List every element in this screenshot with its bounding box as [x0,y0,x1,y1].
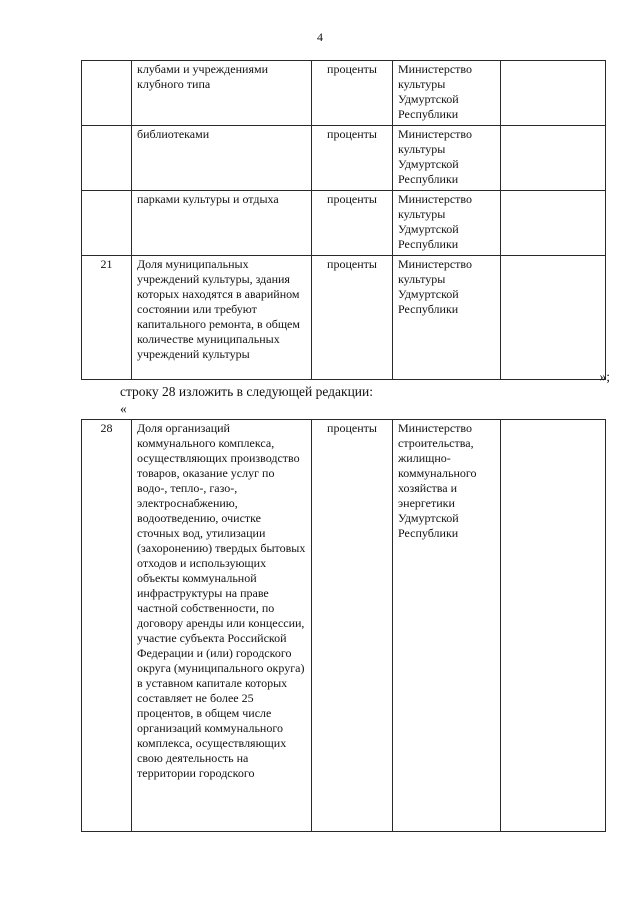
row-number-cell [82,126,132,191]
page-number: 4 [317,30,323,44]
table-row [82,126,606,191]
table-row [82,256,606,380]
instruction-text: строку 28 изложить в следующей редакции: [120,384,374,399]
indicator-cell: клубами и учреждениями клубного типа [132,61,312,126]
table-row [82,191,606,256]
row-number-cell: 21 [82,256,132,380]
indicator-cell: Доля организаций коммунального комплекса, осуществляющих производство товаров, оказание услуг по водо-, тепло-, газо-, электроснабжению, водоотведению, очистке сточных вод, утилизации (захоронению) твердых бытовых отходов и использующих объекты коммунальной инфраструктуры на праве частной собственности, по договору аренды или концессии, участие субъекта Российской Федерации и (или) городского округа (муниципального округа) в уставном капитале которых составляет не более 25 процентов, в общем числе организаций коммунального комплекса, осуществляющих свою деятельность на территории городского [132,420,312,832]
indicator-cell: Доля муниципальных учреждений культуры, здания которых находятся в аварийном состоянии или требуют капитального ремонта, в общем количестве муниципальных учреждений культуры [132,256,312,380]
opening-quote: « [120,401,127,416]
value-cell [501,126,606,191]
unit-cell: проценты [312,420,393,832]
closing-quote: »; [599,369,610,384]
value-cell [501,61,606,126]
row-number-cell: 28 [82,420,132,832]
responsible-cell: Министерство культуры Удмуртской Республики [393,191,501,256]
value-cell [501,191,606,256]
value-cell [501,256,606,380]
table-row [82,420,606,832]
unit-cell: проценты [312,61,393,126]
indicator-cell: библиотеками [132,126,312,191]
indicators-table-new-row [81,419,606,832]
row-number-cell [82,191,132,256]
unit-cell: проценты [312,126,393,191]
responsible-cell: Министерство культуры Удмуртской Республики [393,61,501,126]
responsible-cell: Министерство культуры Удмуртской Республики [393,126,501,191]
responsible-cell: Министерство строительства, жилищно-коммунального хозяйства и энергетики Удмуртской Республики [393,420,501,832]
value-cell [501,420,606,832]
indicators-table-continued [81,60,606,380]
unit-cell: проценты [312,191,393,256]
unit-cell: проценты [312,256,393,380]
responsible-cell: Министерство культуры Удмуртской Республики [393,256,501,380]
indicator-cell: парками культуры и отдыха [132,191,312,256]
table-row [82,61,606,126]
row-number-cell [82,61,132,126]
